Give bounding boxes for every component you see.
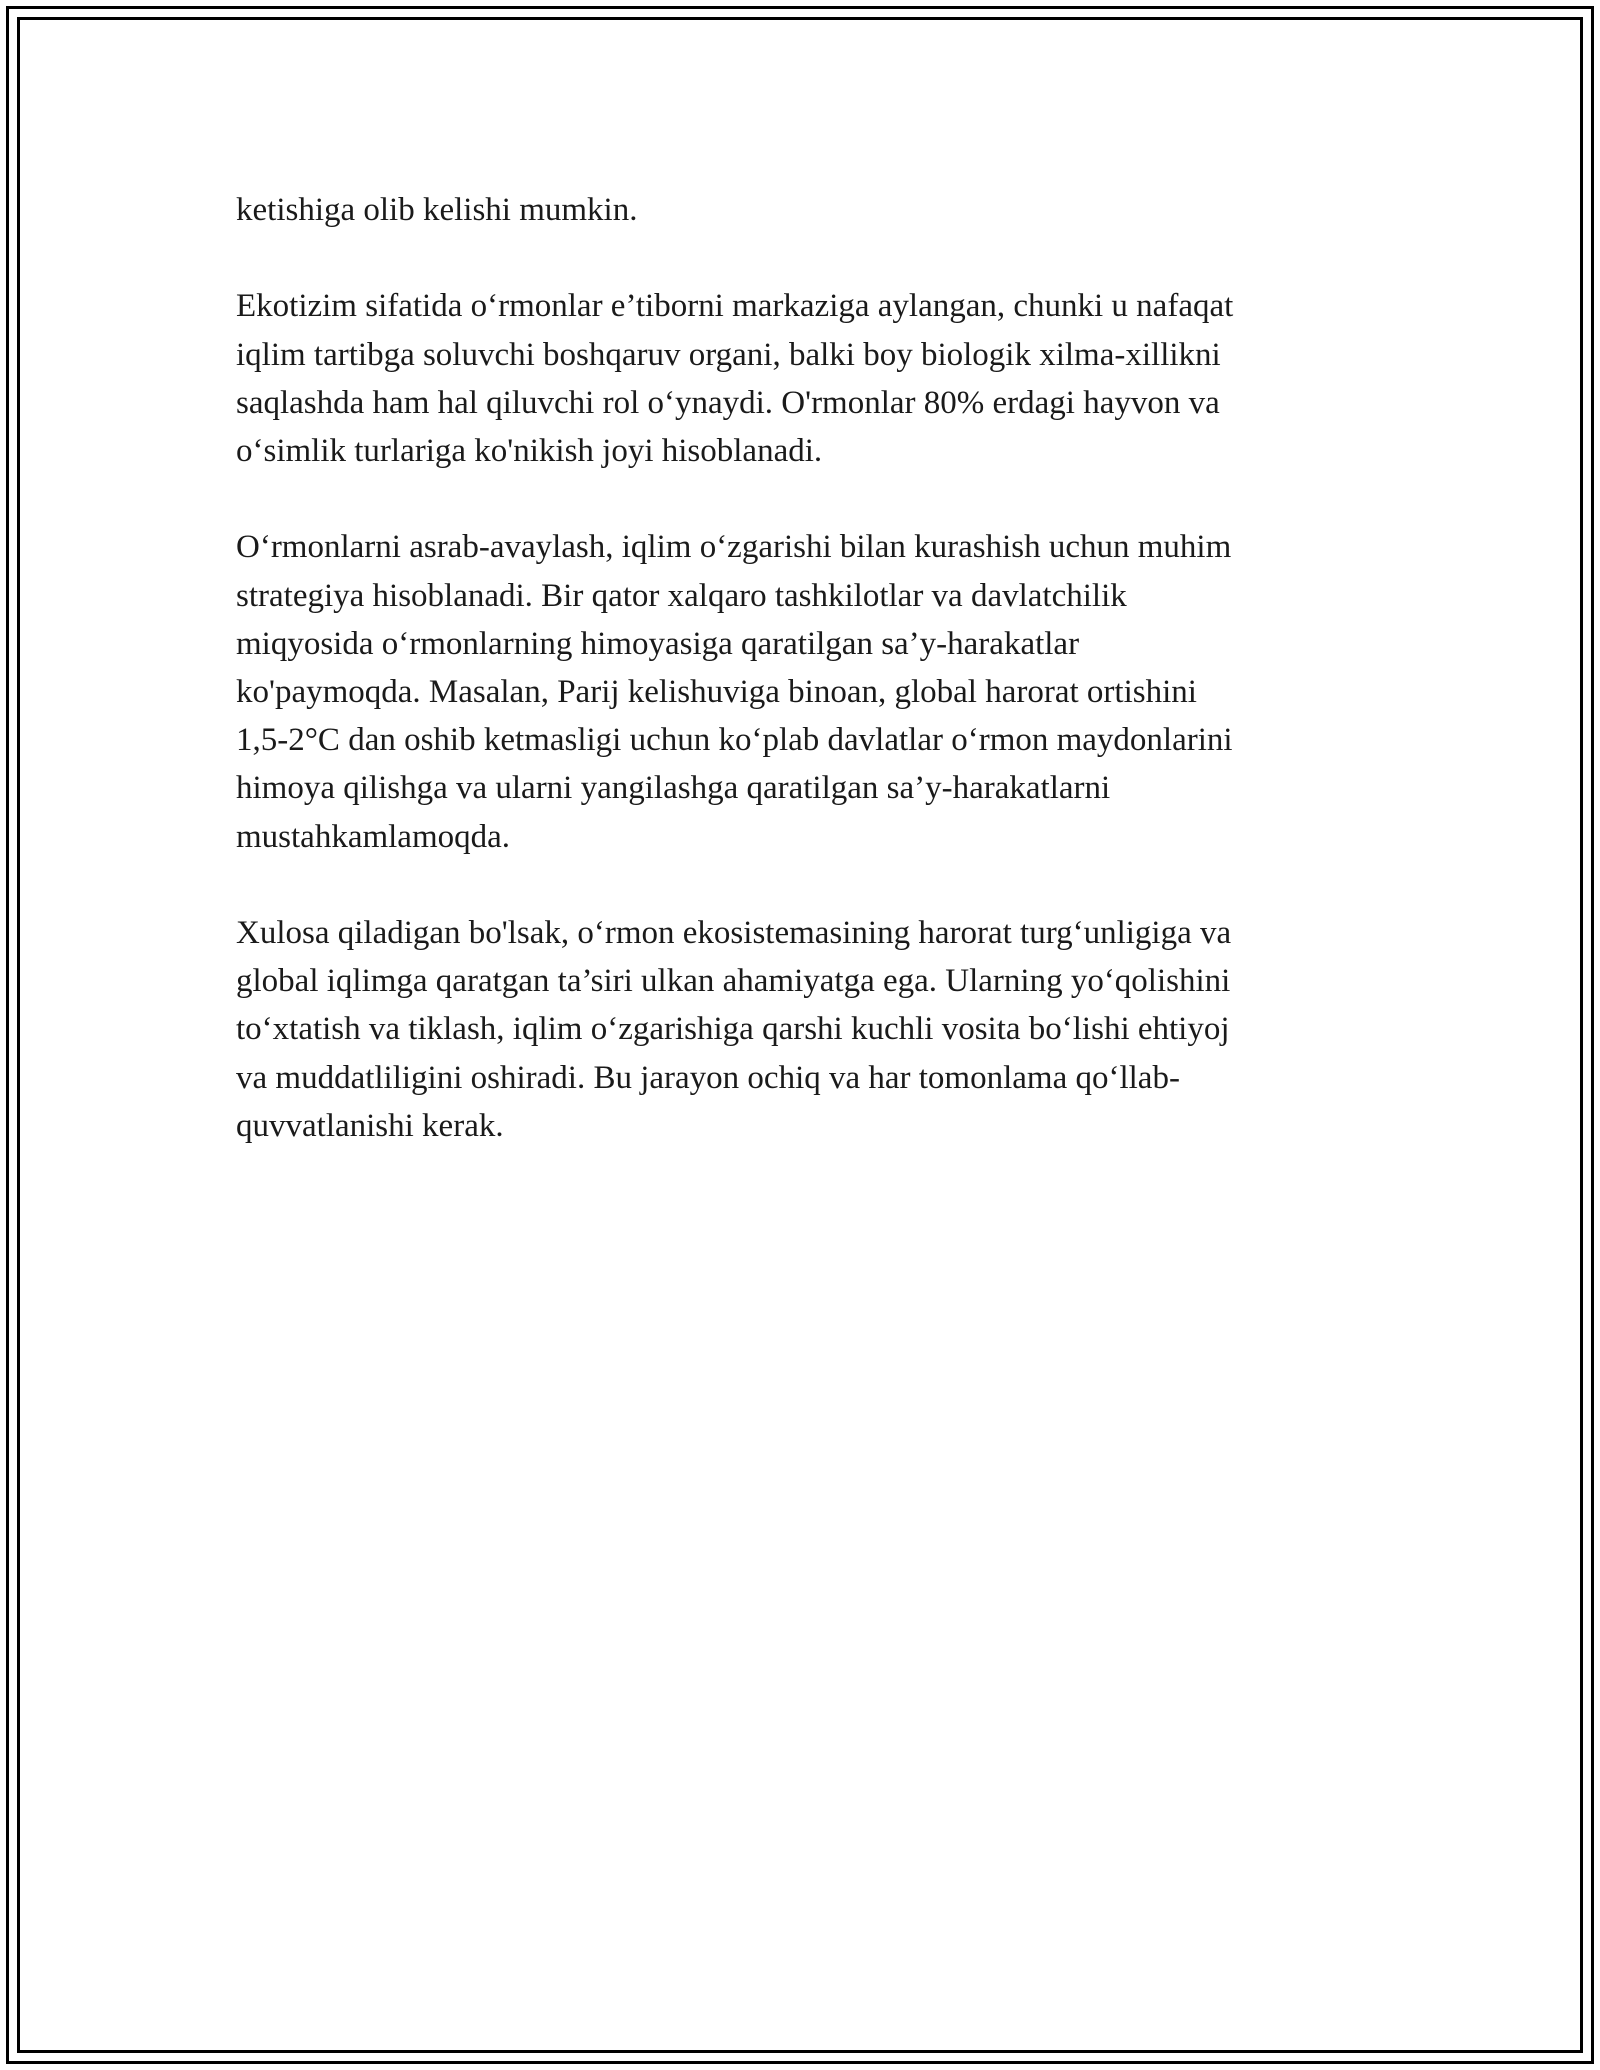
document-body <box>236 186 1362 1198</box>
paragraph-continuation: ketishiga olib kelishi mumkin. <box>236 192 638 228</box>
paragraph-forest-ecosystem: Ekotizim sifatida o‘rmonlar e’tiborni markaziga aylangan, chunki u nafaqat iqlim tartibga soluvchi boshqaruv organi, balki boy biologik xilma-xillikni saqlashda ham hal qiluvchi rol o‘ynaydi. O'rmonlar 80% erdagi hayvon va o‘simlik turlariga ko'nikish joyi hisoblanadi. <box>236 288 1234 469</box>
paragraph-forest-conservation: O‘rmonlarni asrab-avaylash, iqlim o‘zgarishi bilan kurashish uchun muhim strategiya hisoblanadi. Bir qator xalqaro tashkilotlar va davlatchilik miqyosida o‘rmonlarning himoyasiga qaratilgan sa’y-harakatlar ko'paymoqda. Masalan, Parij kelishuviga binoan, global harorat ortishini 1,5-2°C dan oshib ketmasligi uchun ko‘plab davlatlar o‘rmon maydonlarini himoya qilishga va ularni yangilashga qaratilgan sa’y-harakatlarni mustahkamlamoqda. <box>236 529 1233 855</box>
paragraph-conclusion: Xulosa qiladigan bo'lsak, o‘rmon ekosistemasining harorat turg‘unligiga va global iqlimga qaratgan ta’siri ulkan ahamiyatga ega. Ularning yo‘qolishini to‘xtatish va tiklash, iqlim o‘zgarishiga qarshi kuchli vosita bo‘lishi ehtiyoj va muddatliligini oshiradi. Bu jarayon ochiq va har tomonlama qo‘llab- quvvatlanishi kerak. <box>236 915 1232 1144</box>
